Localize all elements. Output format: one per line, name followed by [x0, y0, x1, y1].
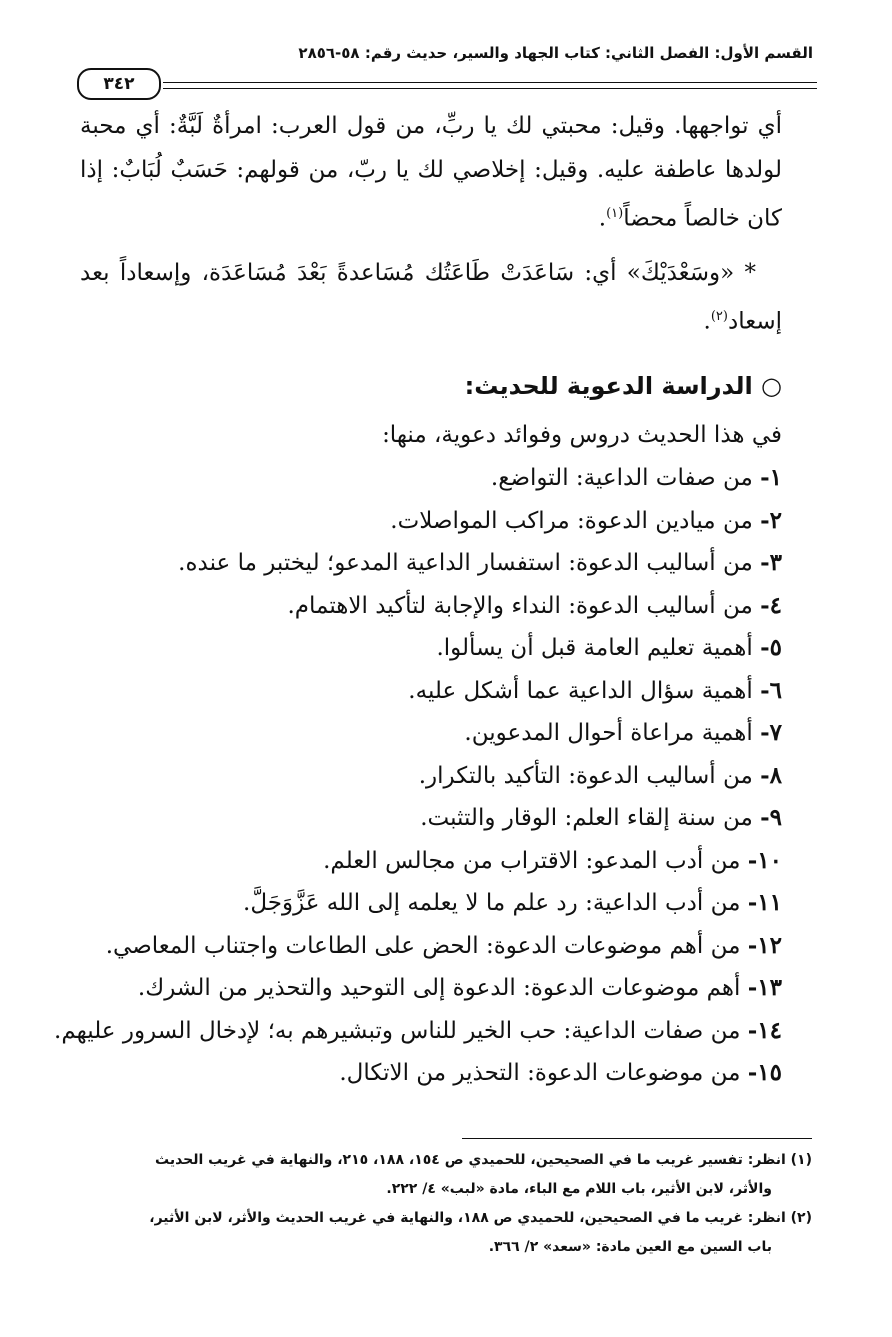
- item-text: من ميادين الدعوة: مراكب المواصلات.: [390, 507, 753, 534]
- item-text: من موضوعات الدعوة: التحذير من الاتكال.: [339, 1060, 741, 1087]
- main-text: [54, 104, 782, 1095]
- item-number: ١-: [760, 464, 782, 492]
- item-text: من أساليب الدعوة: استفسار الداعية المدعو؛ ليختبر ما عنده.: [178, 550, 753, 577]
- item-number: ٥-: [760, 634, 782, 662]
- list-item: [80, 755, 782, 798]
- item-text: من صفات الداعية: حب الخير للناس وتبشيرهم به؛ لإدخال السرور عليهم.: [54, 1017, 741, 1044]
- footnote-1-continued: والأثر، لابن الأثير، باب اللام مع الباء، مادة «لبب» ٤/ ٢٢٢.: [386, 1181, 772, 1197]
- item-text: من صفات الداعية: التواضع.: [490, 465, 753, 492]
- list-item: [80, 1052, 782, 1095]
- list-item: [54, 1010, 782, 1053]
- item-text: من أدب الداعية: رد علم ما لا يعلمه إلى الله عَزَّوَجَلَّ.: [243, 890, 741, 917]
- item-text: أهمية مراعاة أحوال المدعوين.: [464, 720, 753, 747]
- footnote-text: انظر: تفسير غريب ما في الصحيحين، للحميدي ص ١٥٤، ١٨٨، ٢١٥، والنهاية في غريب الحديث: [155, 1152, 786, 1168]
- list-item: [80, 840, 782, 883]
- list-item: [80, 457, 782, 500]
- list-item: [80, 797, 782, 840]
- page-header: [75, 40, 817, 98]
- item-text: أهمية تعليم العامة قبل أن يسألوا.: [436, 635, 753, 662]
- section-intro: في هذا الحديث دروس وفوائد دعوية، منها:: [382, 422, 782, 449]
- footnote-separator: [462, 1138, 812, 1139]
- lessons-list: [54, 457, 782, 1095]
- section-heading: ○ الدراسة الدعوية للحديث:: [464, 372, 782, 401]
- list-item: [80, 585, 782, 628]
- footnote-2: [80, 1204, 812, 1233]
- item-number: ٦-: [760, 676, 782, 704]
- list-item: [80, 542, 782, 585]
- footnote-mark: (١): [790, 1152, 812, 1168]
- item-number: ٤-: [760, 591, 782, 619]
- item-number: ٢-: [760, 506, 782, 534]
- item-text: أهم موضوعات الدعوة: الدعوة إلى التوحيد والتحذير من الشرك.: [137, 975, 741, 1002]
- item-number: ١٥-: [747, 1059, 782, 1087]
- item-number: ٩-: [760, 804, 782, 832]
- page-number: ٣٤٢: [77, 68, 161, 100]
- list-item: [80, 670, 782, 713]
- running-title: القسم الأول: الفصل الثاني: كتاب الجهاد والسير، حديث رقم: ٥٨-٢٨٥٦: [298, 44, 813, 62]
- item-number: ١٢-: [747, 931, 782, 959]
- paragraph-text: * «وسَعْدَيْكَ» أي: سَاعَدَتْ طَاعَتُك مُسَاعدةً بَعْدَ مُسَاعَدَة، وإسعاداً بعد إسعاد: [80, 259, 782, 335]
- item-number: ٣-: [760, 549, 782, 577]
- item-text: من أساليب الدعوة: التأكيد بالتكرار.: [418, 762, 753, 789]
- footnote-1: [80, 1146, 812, 1175]
- item-text: أهمية سؤال الداعية عما أشكل عليه.: [408, 677, 753, 704]
- item-number: ٨-: [760, 761, 782, 789]
- paragraph-end: .: [703, 308, 711, 335]
- header-rule-top: [163, 82, 817, 83]
- item-number: ١٤-: [747, 1016, 782, 1044]
- item-text: من أدب المدعو: الاقتراب من مجالس العلم.: [323, 847, 741, 874]
- footnote-2-continued: باب السين مع العين مادة: «سعد» ٢/ ٣٦٦.: [488, 1239, 772, 1255]
- item-text: من أهم موضوعات الدعوة: الحض على الطاعات واجتناب المعاصي.: [105, 932, 741, 959]
- paragraph-sadayk-meaning: [80, 251, 782, 344]
- list-item: [80, 882, 782, 925]
- item-number: ٧-: [760, 719, 782, 747]
- footnote-mark: (٢): [790, 1210, 812, 1226]
- header-rule-bottom: [163, 88, 817, 89]
- list-item: [80, 925, 782, 968]
- item-number: ١٣-: [747, 974, 782, 1002]
- list-item: [80, 500, 782, 543]
- item-number: ١١-: [747, 889, 782, 917]
- item-text: من سنة إلقاء العلم: الوقار والتثبت.: [420, 805, 753, 832]
- footnote-text: انظر: غريب ما في الصحيحين، للحميدي ص ١٨٨، والنهاية في غريب الحديث والأثر، لابن الأثير،: [149, 1210, 786, 1226]
- paragraph-labbayk-meaning: [80, 104, 782, 241]
- paragraph-end: .: [598, 205, 607, 232]
- footnote-ref-1[interactable]: (١): [606, 206, 624, 221]
- footnote-ref-2[interactable]: (٢): [710, 308, 728, 324]
- list-item: [80, 967, 782, 1010]
- item-number: ١٠-: [747, 846, 782, 874]
- footnotes: [80, 1146, 812, 1262]
- list-item: [80, 712, 782, 755]
- paragraph-text: أي تواجهها. وقيل: محبتي لك يا ربِّ، من قول العرب: امرأةٌ لَبَّةٌ: أي محبة لولدها عاطفة عليه. وقيل: إخلاصي لك يا ربّ، من قولهم: حَسَبٌ لُبَابٌ: إذا كان خالصاً محضاً: [80, 113, 782, 232]
- item-text: من أساليب الدعوة: النداء والإجابة لتأكيد الاهتمام.: [287, 592, 753, 619]
- list-item: [80, 627, 782, 670]
